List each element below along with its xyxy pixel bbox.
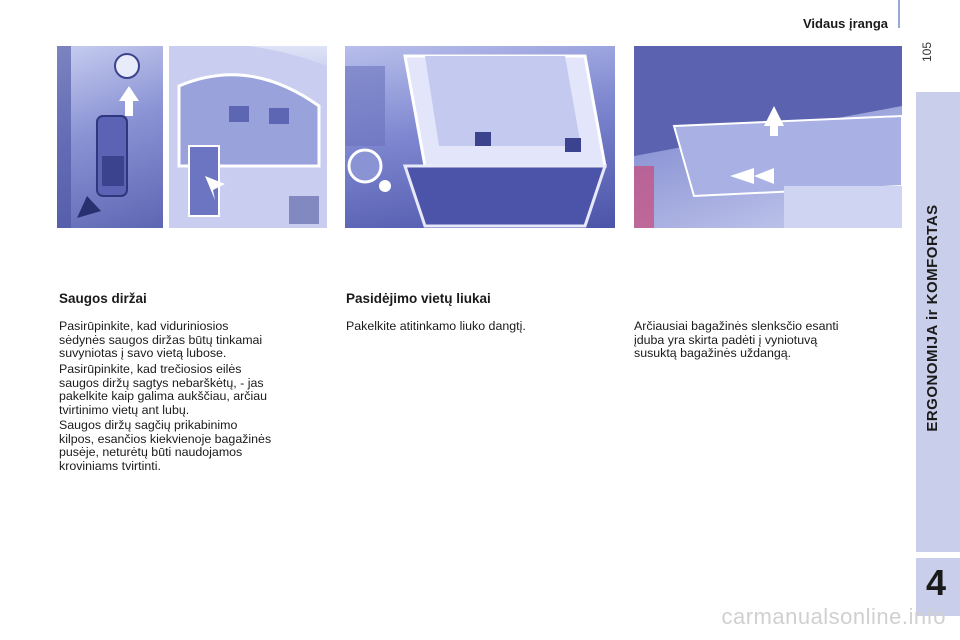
- paragraph: Pakelkite atitinkamo liuko dangtį.: [346, 319, 526, 333]
- section-heading-storage-hatches: Pasidėjimo vietų liukai: [346, 291, 491, 306]
- paragraph: Arčiausiai bagažinės slenksčio esanti įduba yra skirta padėti į vyniotuvą susuktą bagažinės uždangą.: [634, 319, 839, 361]
- paragraph: Pasirūpinkite, kad viduriniosios sėdynės saugos diržas būtų tinkamai suvyniotas į savo vietą lubose.: [59, 319, 263, 361]
- footer-watermark: carmanualsonline.info: [721, 604, 946, 629]
- storage-hatch-illustration: [345, 46, 615, 228]
- page-header-title: Vidaus įranga: [802, 16, 888, 31]
- paragraph: Saugos diržų sagčių prikabinimo kilpos, esančios kiekvienoje bagažinės pusėje, neturėtų būti naudojamos kroviniams tvirtinti.: [59, 418, 272, 473]
- boot-sill-recess-illustration: [634, 46, 902, 228]
- side-tab-label: ERGONOMIJA ir KOMFORTAS: [924, 204, 941, 432]
- boot-seatbelt-illustration: [169, 46, 327, 228]
- section-heading-seatbelts: Saugos diržai: [59, 291, 147, 306]
- chapter-number: 4: [925, 562, 947, 603]
- header-rule: [898, 0, 900, 28]
- page-number: 105: [920, 41, 934, 62]
- paragraph: Pasirūpinkite, kad trečiosios eilės saugos diržų sagtys nebarškėtų, - jas pakelkite kaip galima aukščiau, arčiau tvirtinimo vietų ant lubų.: [59, 362, 267, 417]
- seatbelt-ceiling-illustration: [57, 46, 163, 228]
